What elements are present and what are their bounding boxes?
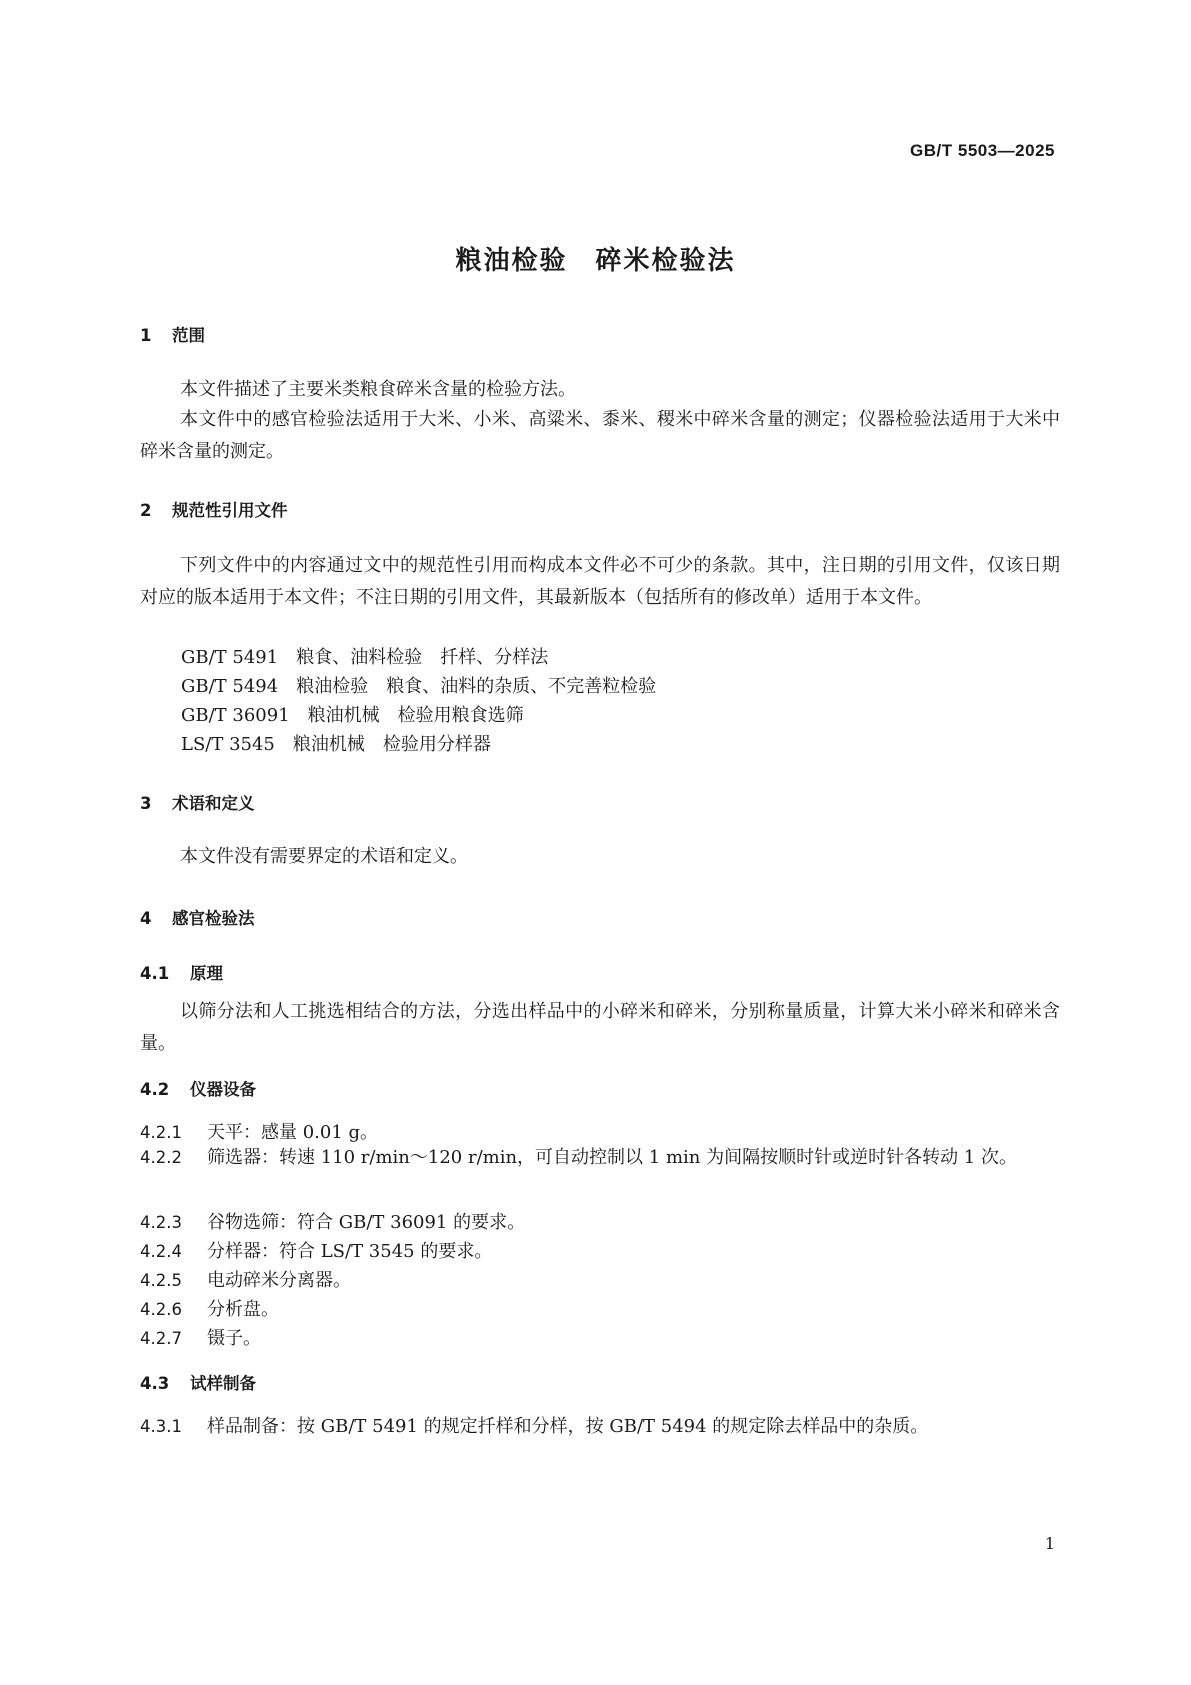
- item-text: 电动碎米分离器。: [207, 1270, 351, 1291]
- list-item: [140, 1266, 351, 1292]
- section-number: 2: [140, 501, 152, 520]
- list-item: [140, 1295, 279, 1321]
- section-heading-2: [140, 497, 288, 521]
- item-number: 4.2.3: [140, 1213, 182, 1232]
- item-text: 分析盘。: [207, 1299, 279, 1320]
- reference-item: GB/T 36091 粮油机械 检验用粮食选筛: [181, 705, 524, 726]
- paragraph: 本文件描述了主要米类粮食碎米含量的检验方法。: [180, 379, 576, 400]
- subsection-heading-4-1: [140, 960, 223, 984]
- section-title: 感官检验法: [172, 909, 255, 928]
- section-number: 4.2: [140, 1080, 170, 1099]
- page-number: 1: [1044, 1534, 1055, 1553]
- section-title: 原理: [190, 964, 223, 983]
- section-number: 4.3: [140, 1374, 170, 1393]
- reference-item: GB/T 5491 粮食、油料检验 扦样、分样法: [181, 647, 549, 668]
- item-text: 谷物选筛：符合 GB/T 36091 的要求。: [207, 1212, 526, 1233]
- section-number: 1: [140, 326, 152, 345]
- paragraph: 本文件没有需要界定的术语和定义。: [180, 846, 468, 867]
- list-item: [140, 1412, 928, 1438]
- section-number: 3: [140, 794, 152, 813]
- section-title: 试样制备: [190, 1374, 256, 1393]
- list-item: [140, 1208, 525, 1234]
- reference-item: GB/T 5494 粮油检验 粮食、油料的杂质、不完善粒检验: [181, 676, 657, 697]
- section-title: 规范性引用文件: [172, 501, 288, 520]
- section-heading-3: [140, 790, 255, 814]
- paragraph: 本文件中的感官检验法适用于大米、小米、高粱米、黍米、稷米中碎米含量的测定；仪器检验法适用于大米中碎米含量的测定。: [140, 409, 1060, 462]
- list-item: [140, 1324, 261, 1350]
- item-text: 天平：感量 0.01 g。: [207, 1122, 379, 1143]
- section-title: 范围: [172, 326, 205, 345]
- item-number: 4.3.1: [140, 1417, 182, 1436]
- section-heading-1: [140, 322, 205, 346]
- subsection-heading-4-3: [140, 1370, 256, 1394]
- list-item: [140, 1118, 378, 1144]
- section-number: 4.1: [140, 964, 170, 983]
- list-item: [140, 1142, 1060, 1174]
- section-title: 仪器设备: [190, 1080, 256, 1099]
- item-number: 4.2.2: [140, 1148, 182, 1167]
- item-text: 分样器：符合 LS/T 3545 的要求。: [207, 1241, 493, 1262]
- item-text: 筛选器：转速 110 r/min～120 r/min，可自动控制以 1 min 为间隔按顺时针或逆时针各转动 1 次。: [207, 1147, 1017, 1168]
- item-text: 镊子。: [207, 1328, 261, 1349]
- section-heading-4: [140, 905, 255, 929]
- item-text: 样品制备：按 GB/T 5491 的规定扦样和分样，按 GB/T 5494 的规定除去样品中的杂质。: [207, 1416, 929, 1437]
- standard-number-header: GB/T 5503—2025: [910, 141, 1055, 160]
- item-number: 4.2.1: [140, 1123, 182, 1142]
- paragraph: 以筛分法和人工挑选相结合的方法，分选出样品中的小碎米和碎米，分别称量质量，计算大米小碎米和碎米含量。: [140, 1001, 1060, 1054]
- subsection-heading-4-2: [140, 1076, 256, 1100]
- section-title: 术语和定义: [172, 794, 255, 813]
- reference-item: LS/T 3545 粮油机械 检验用分样器: [181, 734, 491, 755]
- item-number: 4.2.5: [140, 1271, 182, 1290]
- item-number: 4.2.7: [140, 1329, 182, 1348]
- item-number: 4.2.4: [140, 1242, 182, 1261]
- item-number: 4.2.6: [140, 1300, 182, 1319]
- section-number: 4: [140, 909, 152, 928]
- document-title: 粮油检验 碎米检验法: [455, 246, 736, 276]
- list-item: [140, 1237, 492, 1263]
- paragraph: 下列文件中的内容通过文中的规范性引用而构成本文件必不可少的条款。其中，注日期的引用文件，仅该日期对应的版本适用于本文件；不注日期的引用文件，其最新版本（包括所有的修改单）适用于本文件。: [140, 555, 1060, 608]
